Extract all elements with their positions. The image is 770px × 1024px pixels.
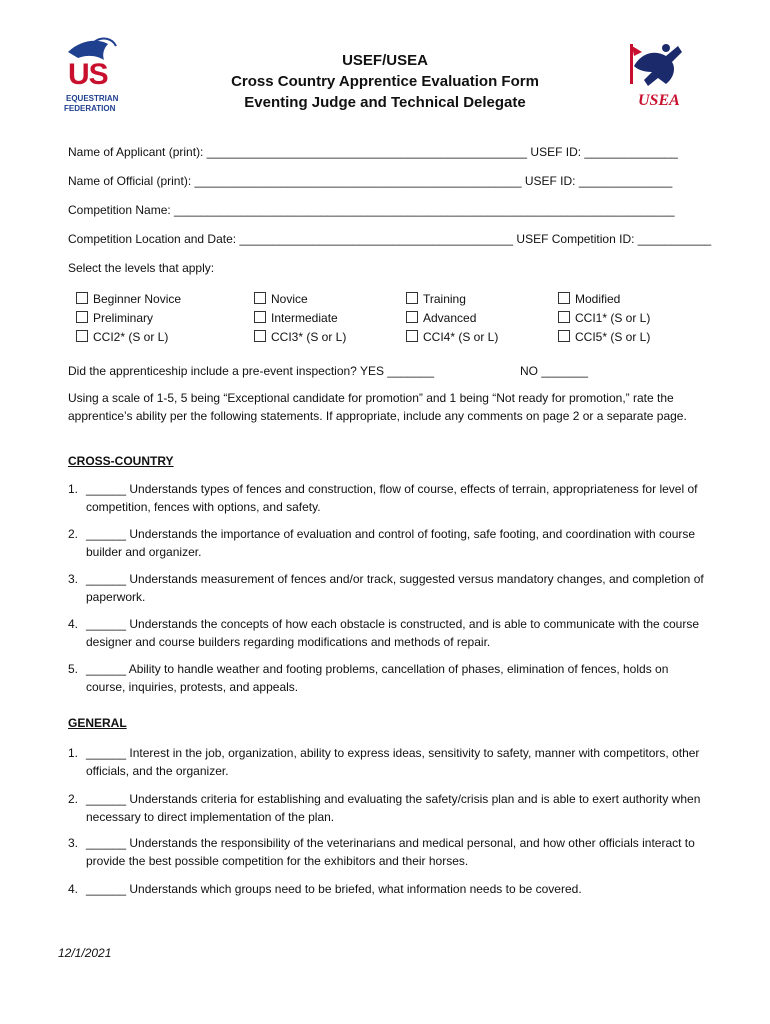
usea-logo-text: USEA xyxy=(638,92,680,109)
level-option[interactable]: CCI1* (S or L) xyxy=(558,309,650,328)
instructions-paragraph: Using a scale of 1-5, 5 being “Exceptional candidate for promotion” and 1 being “Not ready for promotion,” rate the apprentice’s ability per the following statements. If appropriate, include any comments on page 2 or a separate page. xyxy=(68,391,687,423)
usef-logo-text: US xyxy=(68,58,108,91)
checkbox[interactable] xyxy=(254,330,266,342)
level-option[interactable]: Modified xyxy=(558,290,650,309)
levels-column-2 xyxy=(254,290,346,347)
general-item: 2. ______ Understands criteria for establishing and evaluating the safety/crisis plan and is able to exert authority when necessary to direct implementation of the plan. xyxy=(68,792,701,824)
checkbox[interactable] xyxy=(406,330,418,342)
level-option[interactable]: Advanced xyxy=(406,309,498,328)
levels-column-1 xyxy=(76,290,181,347)
levels-prompt: Select the levels that apply: xyxy=(68,261,215,275)
general-item: 3. ______ Understands the responsibility of the veterinarians and medical personal, and how other officials interact to provide the best possible competition for the exhibitors and their horses. xyxy=(68,836,695,868)
checkbox[interactable] xyxy=(406,311,418,323)
cross-country-item: 4. ______ Understands the concepts of how each obstacle is constructed, and is able to communicate with the course designer and course builders regarding modifications and methods of repair. xyxy=(68,617,700,649)
cross-country-item: 2. ______ Understands the importance of evaluation and control of footing, safe footing, and coordination with course builder and organizer. xyxy=(68,527,696,559)
checkbox[interactable] xyxy=(558,311,570,323)
applicant-field[interactable]: Name of Applicant (print): ________________________________________________ USEF ID: ______________ xyxy=(68,145,678,159)
level-option[interactable]: Novice xyxy=(254,290,346,309)
level-option[interactable]: Intermediate xyxy=(254,309,346,328)
checkbox[interactable] xyxy=(558,292,570,304)
checkbox[interactable] xyxy=(76,330,88,342)
levels-column-4 xyxy=(558,290,650,347)
level-option[interactable]: Beginner Novice xyxy=(76,290,181,309)
checkbox[interactable] xyxy=(254,311,266,323)
inspection-no-field[interactable]: NO _______ xyxy=(520,364,589,378)
inspection-yes-field[interactable]: Did the apprenticeship include a pre-event inspection? YES _______ xyxy=(68,364,435,378)
cross-country-heading: CROSS-COUNTRY xyxy=(68,454,174,468)
level-option[interactable]: Training xyxy=(406,290,498,309)
official-field[interactable]: Name of Official (print): _________________________________________________ USEF ID: ______________ xyxy=(68,174,673,188)
cross-country-item: 1. ______ Understands types of fences and construction, flow of course, effects of terrain, appropriateness for level of competition, fences with options, and safety. xyxy=(68,482,698,514)
cross-country-item: 5. ______ Ability to handle weather and footing problems, cancellation of phases, elimination of fences, holds on course, inquiries, protests, and appeals. xyxy=(68,662,669,694)
footer-date: 12/1/2021 xyxy=(58,946,112,960)
usef-logo-sub2: FEDERATION xyxy=(64,104,116,113)
competition-location-field[interactable]: Competition Location and Date: _________________________________________ USEF Competition ID: ___________ xyxy=(68,232,712,246)
general-item: 4. ______ Understands which groups need to be briefed, what information needs to be covered. xyxy=(68,882,582,896)
checkbox[interactable] xyxy=(254,292,266,304)
cross-country-item: 3. ______ Understands measurement of fences and/or track, suggested versus mandatory changes, and completion of paperwork. xyxy=(68,572,704,604)
general-heading: GENERAL xyxy=(68,716,127,730)
general-item: 1. ______ Interest in the job, organization, ability to express ideas, sensitivity to safety, manner with competitors, other officials, and the organizer. xyxy=(68,746,700,778)
levels-column-3 xyxy=(406,290,498,347)
level-option[interactable]: Preliminary xyxy=(76,309,181,328)
level-option[interactable]: CCI5* (S or L) xyxy=(558,328,650,347)
checkbox[interactable] xyxy=(406,292,418,304)
level-option[interactable]: CCI4* (S or L) xyxy=(406,328,498,347)
level-option[interactable]: CCI2* (S or L) xyxy=(76,328,181,347)
checkbox[interactable] xyxy=(76,292,88,304)
competition-name-field[interactable]: Competition Name: ___________________________________________________________________________ xyxy=(68,203,675,217)
checkbox[interactable] xyxy=(558,330,570,342)
form-title-line1: USEF/USEA xyxy=(342,52,428,69)
usef-logo-sub1: EQUESTRIAN xyxy=(66,94,119,103)
checkbox[interactable] xyxy=(76,311,88,323)
form-title-line2: Cross Country Apprentice Evaluation Form xyxy=(231,73,539,90)
form-title-line3: Eventing Judge and Technical Delegate xyxy=(244,94,526,111)
level-option[interactable]: CCI3* (S or L) xyxy=(254,328,346,347)
